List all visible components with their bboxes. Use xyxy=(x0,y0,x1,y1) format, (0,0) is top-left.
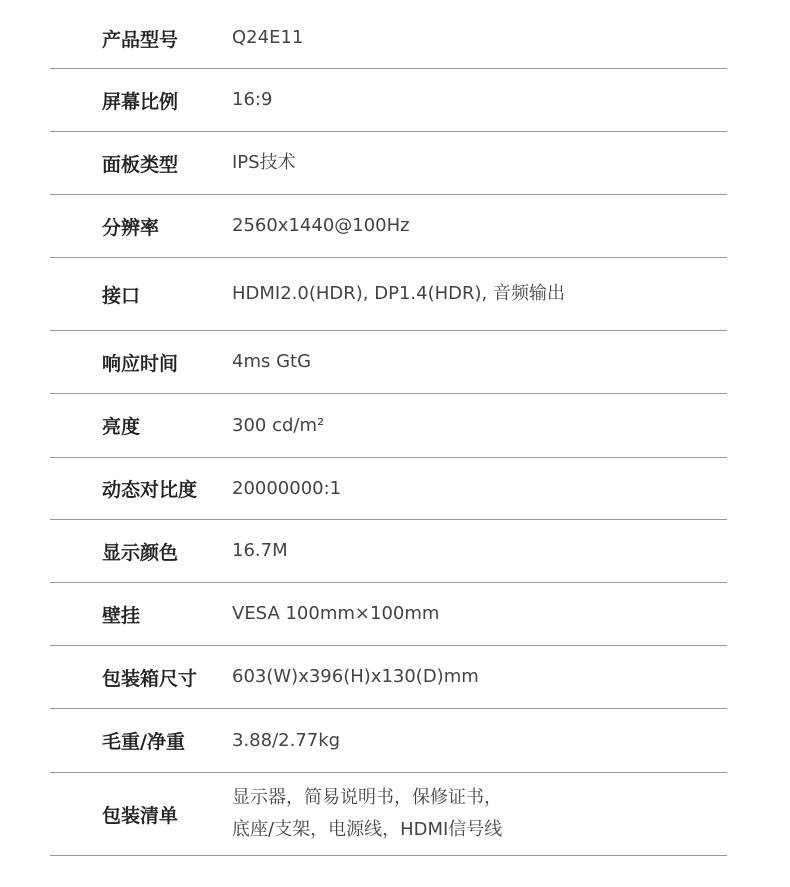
spec-row-resolution xyxy=(50,195,727,258)
spec-row-response-time xyxy=(50,331,727,394)
spec-row-weight xyxy=(50,709,727,773)
spec-label: 分辨率 xyxy=(102,216,160,239)
spec-value: HDMI2.0(HDR), DP1.4(HDR), 音频输出 xyxy=(232,283,565,304)
spec-row-wall-mount xyxy=(50,583,727,646)
spec-label: 亮度 xyxy=(102,416,141,438)
spec-value: 显示器，简易说明书，保修证书， 底座/支架，电源线，HDMI信号线 xyxy=(232,787,503,840)
spec-value: 603(W)x396(H)x130(D)mm xyxy=(232,666,479,687)
spec-value: 2560x1440@100Hz xyxy=(232,215,410,236)
spec-label: 壁挂 xyxy=(102,604,141,627)
spec-row-ports xyxy=(50,258,727,331)
spec-label: 屏幕比例 xyxy=(102,90,179,113)
spec-row-panel-type xyxy=(50,132,727,195)
spec-value: 3.88/2.77kg xyxy=(232,729,341,751)
spec-label: 毛重/净重 xyxy=(102,731,185,753)
spec-value: 300 cd/m² xyxy=(232,414,325,436)
spec-value: VESA 100mm×100mm xyxy=(232,603,440,624)
spec-value: 4ms GtG xyxy=(232,351,312,372)
spec-table xyxy=(50,8,727,856)
spec-row-package-contents xyxy=(50,773,727,856)
spec-label: 响应时间 xyxy=(102,352,179,375)
spec-label: 包装清单 xyxy=(102,804,179,827)
spec-value: 16:9 xyxy=(232,89,273,110)
spec-label: 动态对比度 xyxy=(102,479,198,501)
spec-label: 显示颜色 xyxy=(102,541,179,564)
spec-row-colors xyxy=(50,520,727,583)
spec-row-contrast xyxy=(50,458,727,520)
spec-value: 16.7M xyxy=(232,540,288,561)
spec-label: 面板类型 xyxy=(102,153,179,176)
spec-row-box-size xyxy=(50,646,727,709)
spec-label: 包装箱尺寸 xyxy=(102,667,198,690)
spec-label: 产品型号 xyxy=(102,28,179,51)
spec-row-model xyxy=(50,8,727,69)
spec-label: 接口 xyxy=(102,284,141,307)
spec-row-brightness xyxy=(50,394,727,458)
spec-row-aspect-ratio xyxy=(50,69,727,132)
spec-value: IPS技术 xyxy=(232,152,296,173)
spec-value: Q24E11 xyxy=(232,27,304,48)
spec-value: 20000000:1 xyxy=(232,477,342,499)
